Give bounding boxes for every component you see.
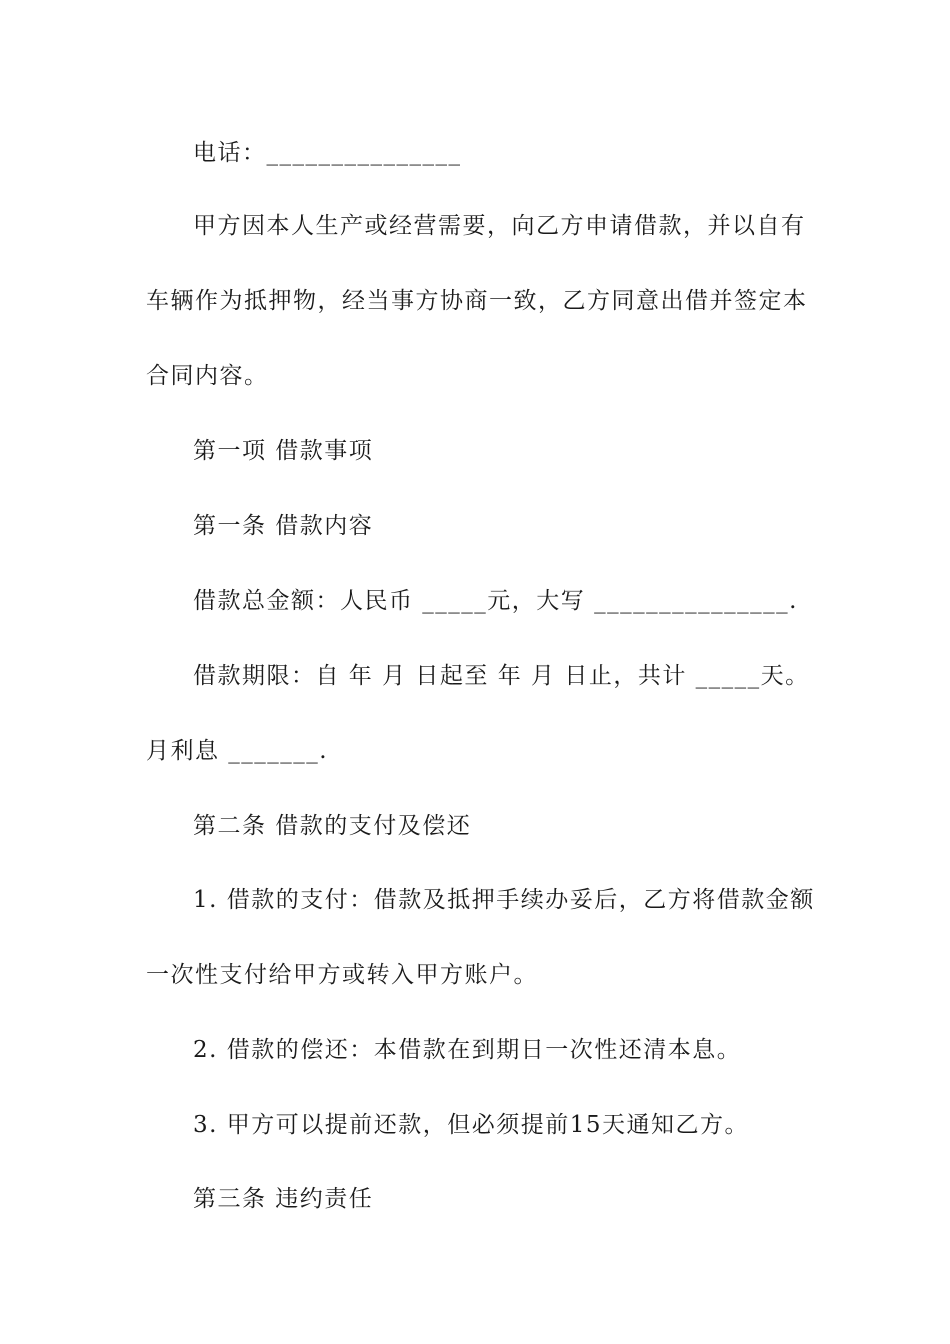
phone-line: 电话：_______________ — [193, 140, 462, 166]
article-heading: 第二条 借款的支付及偿还 — [193, 813, 472, 839]
section-heading: 第一项 借款事项 — [193, 438, 374, 464]
paragraph-line: 甲方因本人生产或经营需要，向乙方申请借款，并以自有 — [193, 213, 806, 239]
paragraph-line: 一次性支付给甲方或转入甲方账户。 — [146, 962, 538, 988]
list-item: 1. 借款的支付：借款及抵押手续办妥后，乙方将借款金额 — [193, 887, 815, 913]
article-heading: 第一条 借款内容 — [193, 513, 374, 539]
article-heading: 第三条 违约责任 — [193, 1186, 374, 1212]
loan-amount-line: 借款总金额：人民币 _____元，大写 _______________. — [193, 588, 798, 614]
paragraph-line: 合同内容。 — [146, 363, 269, 389]
loan-term-line: 借款期限：自 年 月 日起至 年 月 日止，共计 _____天。 — [193, 663, 810, 689]
list-item: 2. 借款的偿还：本借款在到期日一次性还清本息。 — [193, 1037, 742, 1063]
paragraph-line: 车辆作为抵押物，经当事方协商一致，乙方同意出借并签定本 — [146, 288, 808, 314]
list-item: 3. 甲方可以提前还款，但必须提前15天通知乙方。 — [193, 1112, 750, 1138]
interest-line: 月利息 _______. — [146, 738, 329, 764]
